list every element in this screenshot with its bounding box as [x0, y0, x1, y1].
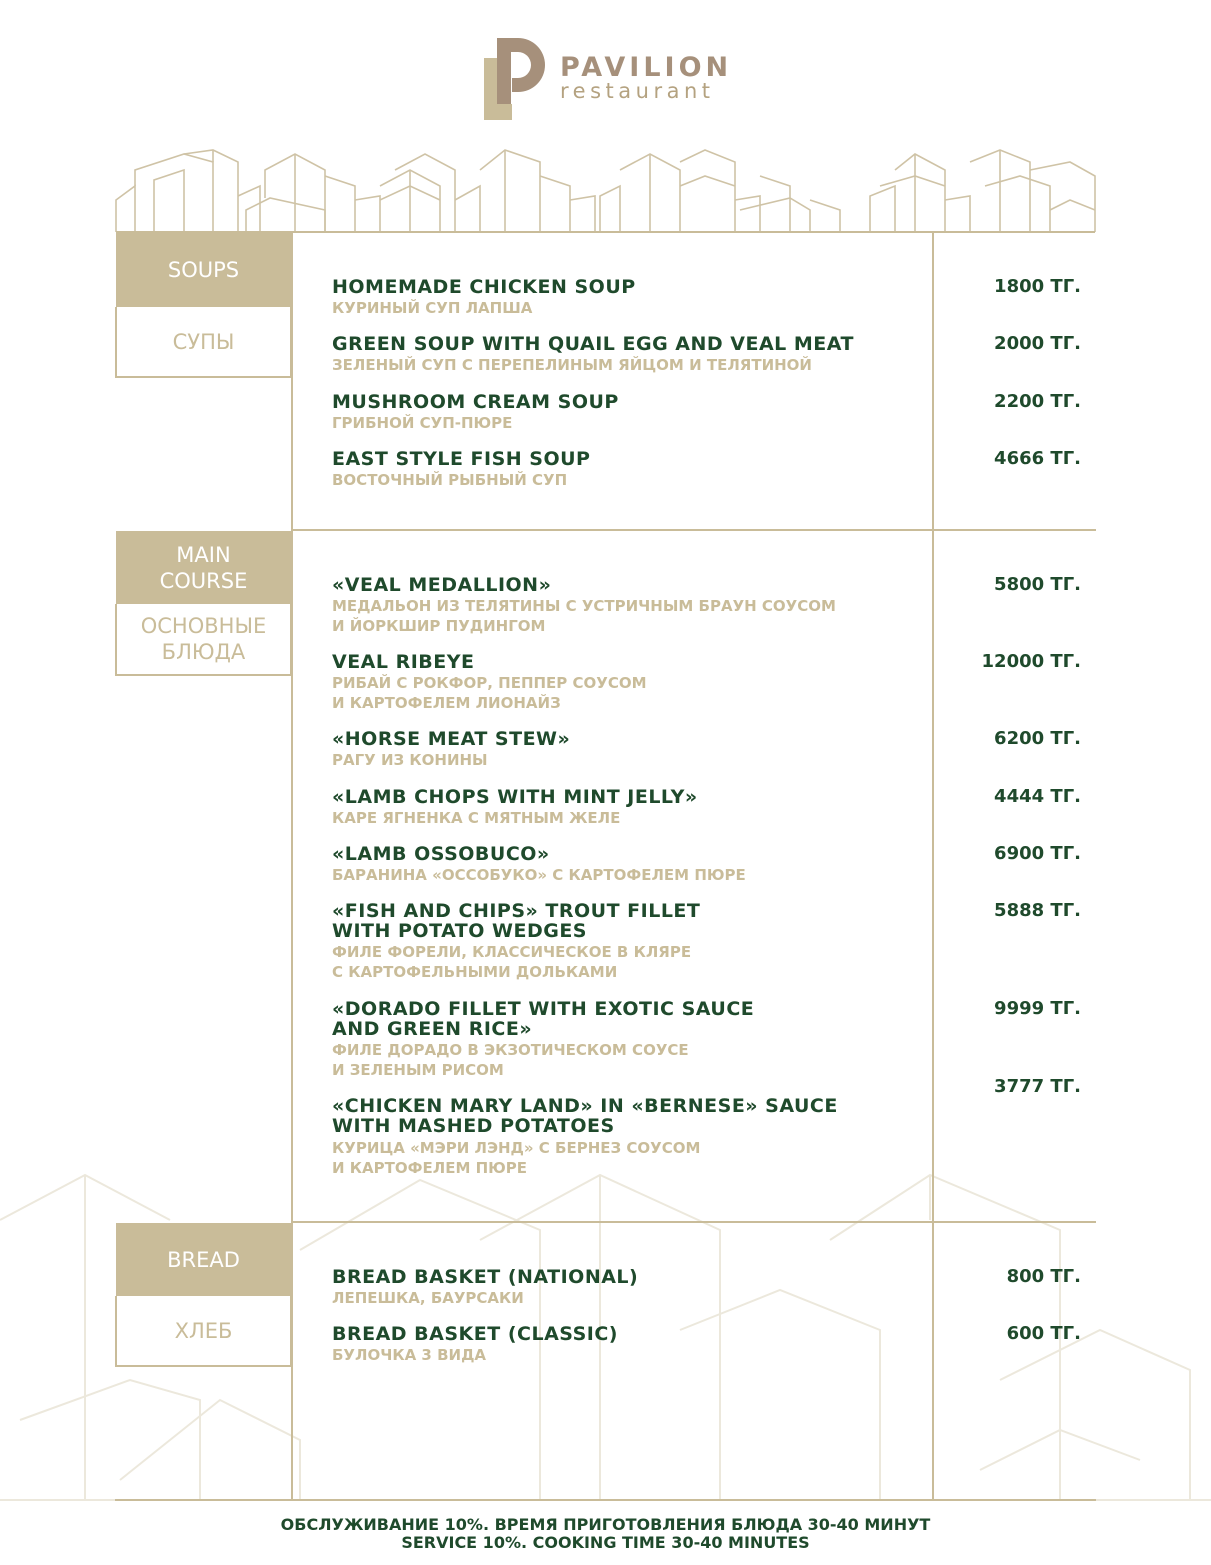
item-name: «CHICKEN MARY LAND» IN «BERNESE» SAUCE WITH MASHED POTATOES — [332, 1095, 838, 1137]
item-description: КУРИНЫЙ СУП ЛАПША — [332, 299, 533, 317]
item-name: «VEAL MEDALLION» — [332, 574, 552, 596]
item-name: BREAD BASKET (CLASSIC) — [332, 1323, 618, 1345]
item-description: РАГУ ИЗ КОНИНЫ — [332, 751, 488, 769]
brand-name: PAVILION — [560, 52, 733, 83]
item-price: 5888 ТГ. — [994, 900, 1081, 921]
footer-note-ru: ОБСЛУЖИВАНИЕ 10%. ВРЕМЯ ПРИГОТОВЛЕНИЯ БЛЮДА 30-40 МИНУТ — [280, 1515, 931, 1534]
section-tab-soups-ru: СУПЫ — [115, 307, 292, 378]
item-price: 2200 ТГ. — [994, 391, 1081, 412]
item-description: КУРИЦА «МЭРИ ЛЭНД» С БЕРНЕЗ СОУСОМ И КАРТОФЕЛЕМ ПЮРЕ — [332, 1139, 701, 1177]
section-tab-main-ru: ОСНОВНЫЕ БЛЮДА — [115, 604, 292, 676]
item-price: 4444 ТГ. — [994, 786, 1081, 807]
item-name: «LAMB CHOPS WITH MINT JELLY» — [332, 786, 698, 808]
item-price: 4666 ТГ. — [994, 448, 1081, 469]
pavilion-logo-icon — [484, 38, 545, 120]
item-name: «FISH AND CHIPS» TROUT FILLET WITH POTATO WEDGES — [332, 900, 701, 942]
item-name: BREAD BASKET (NATIONAL) — [332, 1266, 639, 1288]
item-price: 3777 ТГ. — [994, 1076, 1081, 1097]
item-price: 600 ТГ. — [1006, 1323, 1081, 1344]
item-description: ГРИБНОЙ СУП-ПЮРЕ — [332, 414, 513, 432]
item-description: ЗЕЛЕНЫЙ СУП С ПЕРЕПЕЛИНЫМ ЯЙЦОМ И ТЕЛЯТИНОЙ — [332, 356, 812, 374]
section-tab-bread-en: BREAD — [116, 1223, 291, 1296]
item-price: 6200 ТГ. — [994, 728, 1081, 749]
item-description: КАРЕ ЯГНЕНКА С МЯТНЫМ ЖЕЛЕ — [332, 809, 621, 827]
brand-subtitle: restaurant — [560, 79, 715, 103]
item-name: MUSHROOM CREAM SOUP — [332, 391, 619, 413]
item-price: 9999 ТГ. — [994, 998, 1081, 1019]
item-name: «HORSE MEAT STEW» — [332, 728, 571, 750]
item-name: «LAMB OSSOBUCO» — [332, 843, 550, 865]
item-name: HOMEMADE CHICKEN SOUP — [332, 276, 636, 298]
item-description: ФИЛЕ ФОРЕЛИ, КЛАССИЧЕСКОЕ В КЛЯРЕ С КАРТОФЕЛЬНЫМИ ДОЛЬКАМИ — [332, 943, 692, 981]
item-price: 1800 ТГ. — [994, 276, 1081, 297]
item-name: «DORADO FILLET WITH EXOTIC SAUCE AND GREEN RICE» — [332, 998, 755, 1040]
footer-note-en: SERVICE 10%. COOKING TIME 30-40 MINUTES — [401, 1533, 810, 1552]
section-tab-bread-ru: ХЛЕБ — [115, 1296, 292, 1367]
item-description: РИБАЙ С РОКФОР, ПЕППЕР СОУСОМ И КАРТОФЕЛЕМ ЛИОНАЙЗ — [332, 674, 647, 712]
item-description: ВОСТОЧНЫЙ РЫБНЫЙ СУП — [332, 471, 568, 489]
item-description: ФИЛЕ ДОРАДО В ЭКЗОТИЧЕСКОМ СОУСЕ И ЗЕЛЕНЫМ РИСОМ — [332, 1041, 689, 1079]
section-tab-main-en: MAIN COURSE — [116, 531, 291, 604]
item-description: БАРАНИНА «ОССОБУКО» С КАРТОФЕЛЕМ ПЮРЕ — [332, 866, 746, 884]
item-price: 2000 ТГ. — [994, 333, 1081, 354]
item-description: МЕДАЛЬОН ИЗ ТЕЛЯТИНЫ С УСТРИЧНЫМ БРАУН СОУСОМ И ЙОРКШИР ПУДИНГОМ — [332, 597, 836, 635]
item-description: ЛЕПЕШКА, БАУРСАКИ — [332, 1289, 524, 1307]
item-name: EAST STYLE FISH SOUP — [332, 448, 591, 470]
item-description: БУЛОЧКА 3 ВИДА — [332, 1346, 487, 1364]
item-price: 800 ТГ. — [1006, 1266, 1081, 1287]
item-name: VEAL RIBEYE — [332, 651, 475, 673]
item-price: 6900 ТГ. — [994, 843, 1081, 864]
item-name: GREEN SOUP WITH QUAIL EGG AND VEAL MEAT — [332, 333, 854, 355]
skyline-graphic — [116, 150, 1095, 232]
item-price: 12000 ТГ. — [981, 651, 1081, 672]
section-tab-soups-en: SOUPS — [116, 233, 291, 307]
item-price: 5800 ТГ. — [994, 574, 1081, 595]
